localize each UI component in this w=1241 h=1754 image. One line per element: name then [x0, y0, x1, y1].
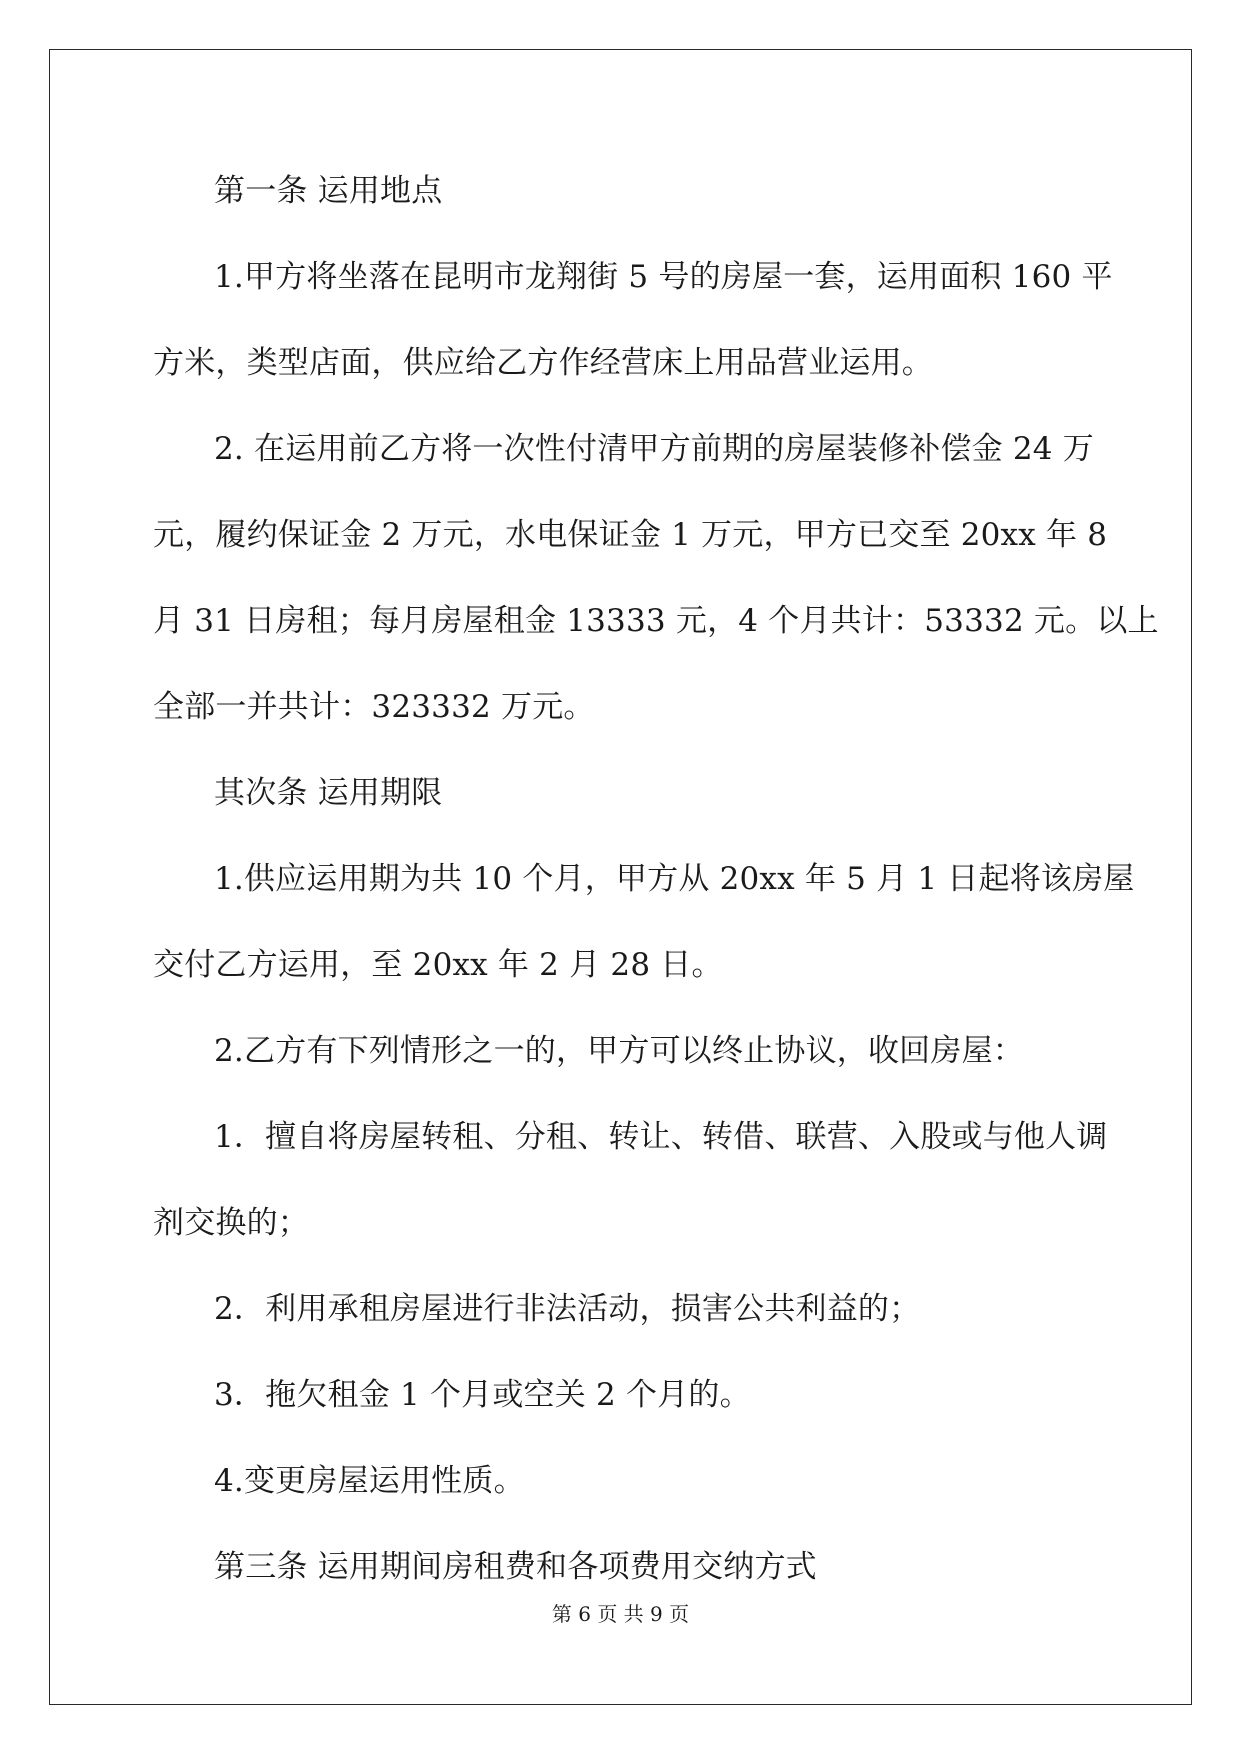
- paragraph-line: 全部一并共计：323332 万元。: [153, 689, 595, 725]
- list-item: 1．擅自将房屋转租、分租、转让、转借、联营、入股或与他人调: [214, 1119, 1108, 1155]
- section-heading-3: 第三条 运用期间房租费和各项费用交纳方式: [214, 1549, 817, 1585]
- paragraph-line: 2.乙方有下列情形之一的，甲方可以终止协议，收回房屋：: [214, 1033, 1024, 1069]
- page-number: 第 6 页 共 9 页: [551, 1602, 690, 1626]
- paragraph-line: 4.变更房屋运用性质。: [214, 1463, 525, 1499]
- section-heading-1: 第一条 运用地点: [214, 173, 443, 209]
- document-body: [153, 163, 1159, 1625]
- paragraph-line: 方米，类型店面，供应给乙方作经营床上用品营业运用。: [153, 345, 933, 381]
- paragraph-line: 1.供应运用期为共 10 个月，甲方从 20xx 年 5 月 1 日起将该房屋: [214, 861, 1135, 897]
- list-item: 3．拖欠租金 1 个月或空关 2 个月的。: [214, 1377, 751, 1413]
- paragraph-line: 元，履约保证金 2 万元，水电保证金 1 万元，甲方已交至 20xx 年 8: [153, 517, 1108, 553]
- paragraph-line: 2. 在运用前乙方将一次性付清甲方前期的房屋装修补偿金 24 万: [214, 431, 1094, 467]
- paragraph-line: 1.甲方将坐落在昆明市龙翔街 5 号的房屋一套，运用面积 160 平: [214, 259, 1113, 295]
- paragraph-line: 交付乙方运用，至 20xx 年 2 月 28 日。: [153, 947, 723, 983]
- paragraph-line: 月 31 日房租；每月房屋租金 13333 元，4 个月共计：53332 元。以上: [153, 603, 1159, 639]
- list-item: 2．利用承租房屋进行非法活动，损害公共利益的；: [214, 1291, 921, 1327]
- list-item-continuation: 剂交换的；: [153, 1205, 309, 1241]
- section-heading-2: 其次条 运用期限: [214, 775, 443, 811]
